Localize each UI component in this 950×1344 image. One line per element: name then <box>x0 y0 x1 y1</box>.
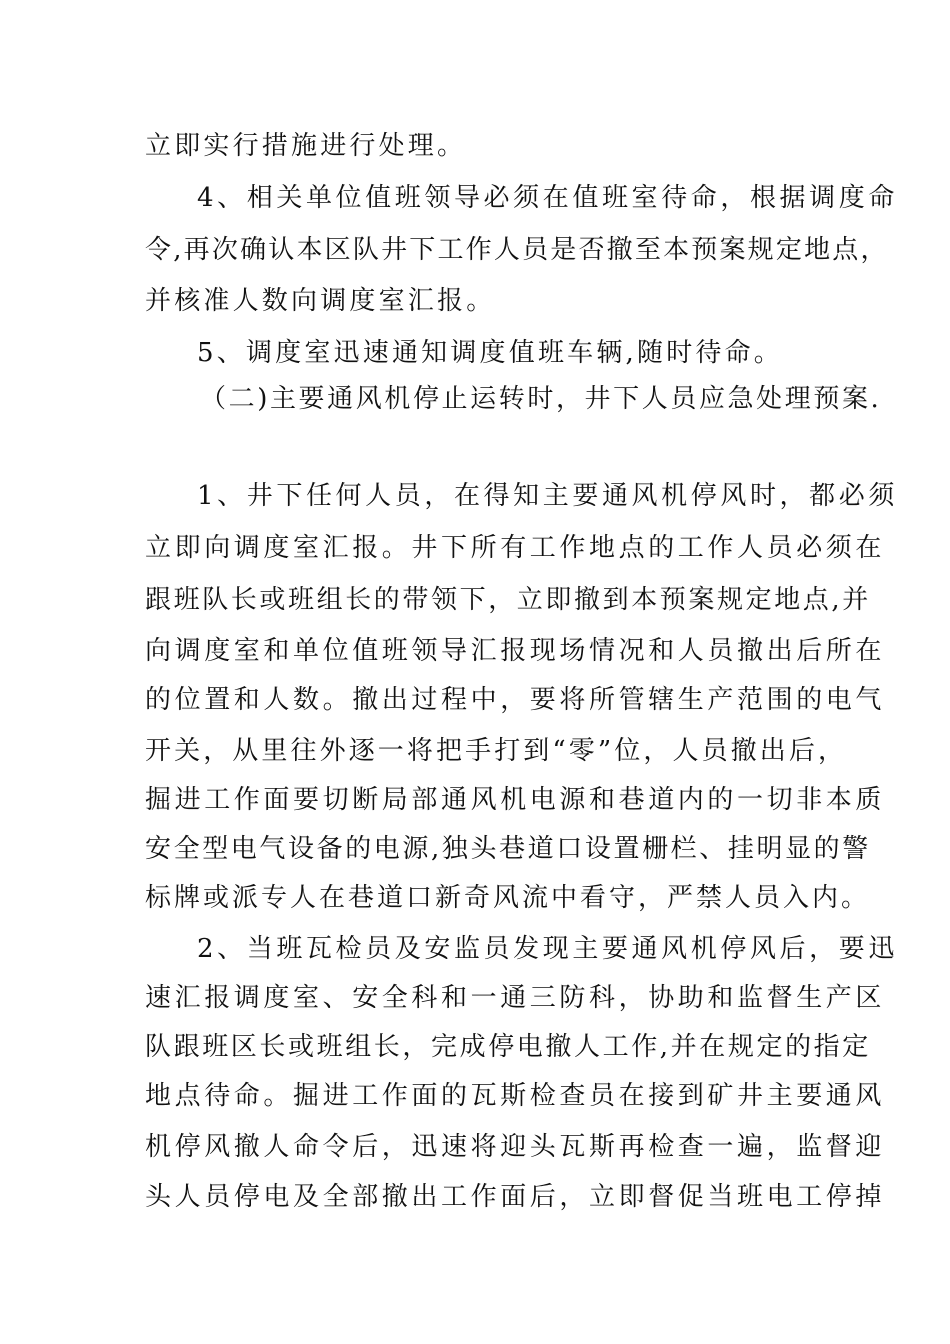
text-line: 开关，从里往外逐一将把手打到“零”位，人员撤出后， <box>145 736 848 766</box>
text-line: 4、相关单位值班领导必须在值班室待命，根据调度命 <box>197 183 898 213</box>
text-line: 机停风撤人命令后，迅速将迎头瓦斯再检查一遍，监督迎 <box>145 1132 886 1162</box>
text-line: 1、井下任何人员，在得知主要通风机停风时，都必须 <box>197 481 898 511</box>
text-line: 2、当班瓦检员及安监员发现主要通风机停风后，要迅 <box>197 934 898 964</box>
text-line: 5、调度室迅速通知调度值班车辆,随时待命。 <box>197 338 784 368</box>
text-line: 安全型电气设备的电源,独头巷道口设置栅栏、挂明显的警 <box>145 834 871 864</box>
text-line: 头人员停电及全部撤出工作面后，立即督促当班电工停掉 <box>145 1182 886 1212</box>
text-line: 标牌或派专人在巷道口新奇风流中看守，严禁人员入内。 <box>145 883 871 913</box>
text-line: 跟班队长或班组长的带领下，立即撤到本预案规定地点,并 <box>145 585 871 615</box>
text-line: 立即向调度室汇报。井下所有工作地点的工作人员必须在 <box>145 533 886 563</box>
text-line: 向调度室和单位值班领导汇报现场情况和人员撤出后所在 <box>145 636 886 666</box>
text-line: 并核准人数向调度室汇报。 <box>145 286 496 316</box>
text-line: 地点待命。掘进工作面的瓦斯检查员在接到矿井主要通风 <box>145 1081 886 1111</box>
section-heading: （二)主要通风机停止运转时，井下人员应急处理预案. <box>200 384 882 414</box>
text-line: 队跟班区长或班组长，完成停电撤人工作,并在规定的指定 <box>145 1032 871 1062</box>
text-line: 掘进工作面要切断局部通风机电源和巷道内的一切非本质 <box>145 785 886 815</box>
text-line: 速汇报调度室、安全科和一通三防科，协助和监督生产区 <box>145 983 886 1013</box>
text-line: 令,再次确认本区队井下工作人员是否撤至本预案规定地点， <box>145 235 889 265</box>
text-line: 的位置和人数。撤出过程中，要将所管辖生产范围的电气 <box>145 685 886 715</box>
text-line: 立即实行措施进行处理。 <box>145 131 467 161</box>
